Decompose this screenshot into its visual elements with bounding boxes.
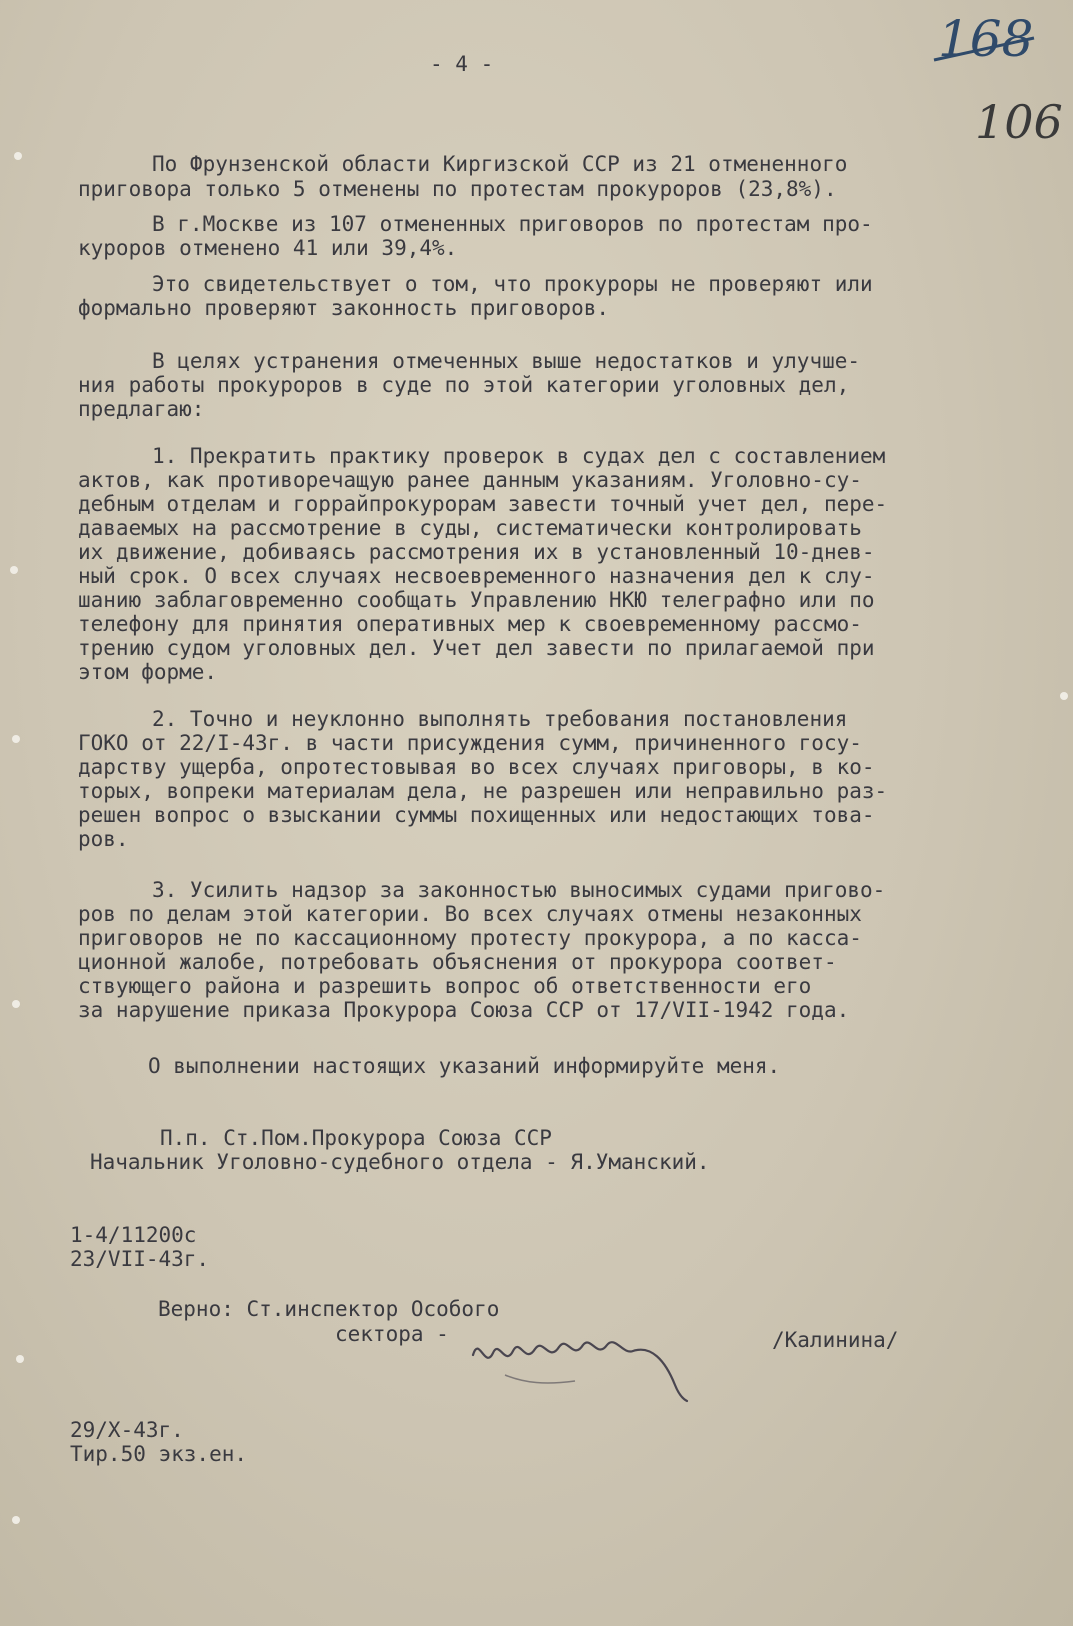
paragraph-2-line-2: куроров отменено 41 или 39,4%. bbox=[78, 236, 458, 260]
certification-line-1: Верно: Ст.инспектор Особого bbox=[158, 1297, 500, 1321]
paragraph-2-line-1: В г.Москве из 107 отмененных приговоров по протестам про- bbox=[152, 212, 873, 236]
item-1-line-1: 1. Прекратить практику проверок в судах дел с составлением bbox=[152, 444, 886, 468]
item-3-line-1: 3. Усилить надзор за законностью выносимых судами пригово- bbox=[152, 878, 886, 902]
item-3-line-2: ров по делам этой категории. Во всех случаях отмены незаконных bbox=[78, 902, 862, 926]
punch-hole bbox=[14, 152, 22, 160]
paragraph-1-line-2: приговора только 5 отменены по протестам прокуроров (23,8%). bbox=[78, 177, 837, 201]
item-2-line-1: 2. Точно и неуклонно выполнять требования постановления bbox=[152, 707, 848, 731]
page-number: - 4 - bbox=[430, 52, 494, 76]
item-3-line-5: ствующего района и разрешить вопрос об ответственности его bbox=[78, 974, 812, 998]
item-1-line-3: дебным отделам и горрайпрокурорам завести точный учет дел, пере- bbox=[78, 492, 888, 516]
punch-hole bbox=[12, 1000, 20, 1008]
footer-print-run: Тир.50 экз.ен. bbox=[70, 1442, 248, 1466]
item-3-line-4: ционной жалобе, потребовать объяснения от прокурора соответ- bbox=[78, 950, 837, 974]
handwritten-signature bbox=[465, 1315, 705, 1409]
item-1-line-4: даваемых на рассмотрение в суды, систематически контролировать bbox=[78, 516, 862, 540]
punch-hole bbox=[12, 735, 20, 743]
item-3-line-6: за нарушение приказа Прокурора Союза ССР от 17/VII-1942 года. bbox=[78, 998, 850, 1022]
certification-name: /Калинина/ bbox=[772, 1328, 899, 1352]
item-2-line-6: ров. bbox=[78, 827, 129, 851]
paragraph-4-line-1: В целях устранения отмеченных выше недостатков и улучше- bbox=[152, 349, 861, 373]
archive-number-current: 106 bbox=[975, 95, 1063, 149]
reference-date: 23/VII-43г. bbox=[70, 1247, 210, 1271]
item-1-line-8: телефону для принятия оперативных мер к своевременному рассмо- bbox=[78, 612, 862, 636]
signature-line-1: П.п. Ст.Пом.Прокурора Союза ССР bbox=[160, 1126, 552, 1150]
item-2-line-4: торых, вопреки материалам дела, не разрешен или неправильно раз- bbox=[78, 779, 888, 803]
item-1-line-10: этом форме. bbox=[78, 660, 218, 684]
item-2-line-5: решен вопрос о взыскании суммы похищенных или недостающих това- bbox=[78, 803, 875, 827]
item-1-line-7: шанию заблаговременно сообщать Управлению НКЮ телеграфно или по bbox=[78, 588, 875, 612]
item-1-line-9: трению судом уголовных дел. Учет дел завести по прилагаемой при bbox=[78, 636, 875, 660]
item-2-line-2: ГОКО от 22/I-43г. в части присуждения сумм, причиненного госу- bbox=[78, 731, 862, 755]
punch-hole bbox=[10, 566, 18, 574]
punch-hole bbox=[12, 1516, 20, 1524]
punch-hole bbox=[1060, 692, 1068, 700]
paragraph-3-line-1: Это свидетельствует о том, что прокуроры не проверяют или bbox=[152, 272, 873, 296]
closing-line: О выполнении настоящих указаний информируйте меня. bbox=[148, 1054, 781, 1078]
item-1-line-2: актов, как противоречащую ранее данным указаниям. Уголовно-су- bbox=[78, 468, 862, 492]
paragraph-3-line-2: формально проверяют законность приговоров. bbox=[78, 296, 610, 320]
item-3-line-3: приговоров не по кассационному протесту прокурора, а по касса- bbox=[78, 926, 862, 950]
signature-line-2: Начальник Уголовно-судебного отдела - Я.Уманский. bbox=[90, 1150, 710, 1174]
certification-line-2: сектора - bbox=[335, 1322, 449, 1346]
archive-number-crossed: 168 bbox=[938, 10, 1034, 68]
paragraph-4-line-3: предлагаю: bbox=[78, 397, 205, 421]
item-2-line-3: дарству ущерба, опротестовывая во всех случаях приговоры, в ко- bbox=[78, 755, 875, 779]
reference-number: 1-4/11200с bbox=[70, 1223, 197, 1247]
item-1-line-5: их движение, добиваясь рассмотрения их в установленный 10-днев- bbox=[78, 540, 875, 564]
footer-date: 29/X-43г. bbox=[70, 1418, 184, 1442]
punch-hole bbox=[16, 1355, 24, 1363]
paragraph-1-line-1: По Фрунзенской области Киргизской ССР из 21 отмененного bbox=[152, 152, 848, 176]
paragraph-4-line-2: ния работы прокуроров в суде по этой категории уголовных дел, bbox=[78, 373, 850, 397]
item-1-line-6: ный срок. О всех случаях несвоевременного назначения дел к слу- bbox=[78, 564, 875, 588]
